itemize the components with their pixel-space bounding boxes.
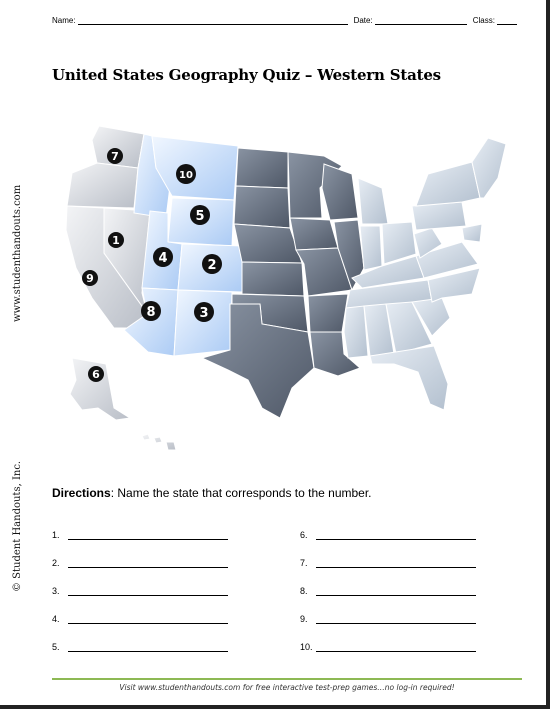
answer-row-1 [52, 530, 228, 540]
name-blank[interactable] [78, 16, 348, 25]
answer-blank[interactable] [316, 559, 476, 568]
state-north-dakota [236, 148, 288, 188]
marker-6 [88, 366, 104, 382]
state-new-mexico [174, 290, 232, 356]
answer-number: 10. [300, 642, 313, 652]
marker-2-label: 2 [207, 258, 217, 273]
answer-row-9 [300, 614, 476, 624]
directions [52, 486, 372, 500]
marker-3 [194, 302, 214, 322]
answer-number: 6. [300, 530, 308, 540]
marker-1-label: 1 [112, 234, 120, 247]
state-iowa [290, 218, 338, 250]
marker-10 [176, 164, 196, 184]
answer-number: 4. [52, 614, 60, 624]
marker-8-label: 8 [146, 305, 156, 320]
marker-4 [153, 247, 173, 267]
answer-row-4 [52, 614, 228, 624]
state-wisconsin [322, 164, 358, 220]
answer-row-3 [52, 586, 228, 596]
answer-blank[interactable] [316, 587, 476, 596]
class-blank[interactable] [497, 16, 517, 25]
answer-blank[interactable] [68, 587, 228, 596]
state-new-york [416, 162, 480, 206]
footer-divider [52, 678, 522, 680]
page-title: United States Geography Quiz – Western States [52, 66, 441, 84]
header-fields [52, 16, 522, 25]
marker-4-label: 4 [158, 251, 168, 266]
state-indiana [360, 226, 382, 270]
date-label: Date: [353, 16, 373, 25]
answer-blank[interactable] [316, 615, 476, 624]
directions-label: Directions [52, 486, 111, 500]
answer-row-8 [300, 586, 476, 596]
marker-5-label: 5 [195, 209, 205, 224]
answer-row-7 [300, 558, 476, 568]
directions-text: : Name the state that corresponds to the number. [110, 486, 372, 500]
date-blank[interactable] [375, 16, 467, 25]
state-pennsylvania [412, 202, 466, 230]
answer-blank[interactable] [316, 643, 476, 652]
marker-2 [202, 254, 222, 274]
answer-number: 1. [52, 530, 60, 540]
answer-row-2 [52, 558, 228, 568]
state-florida [370, 346, 448, 410]
marker-10-label: 10 [179, 170, 193, 181]
class-label: Class: [472, 16, 495, 25]
state-mississippi [344, 306, 368, 358]
answer-number: 9. [300, 614, 308, 624]
state-kansas [242, 262, 304, 296]
marker-9 [82, 270, 98, 286]
answer-blank[interactable] [316, 531, 476, 540]
state-hawaii [142, 434, 176, 450]
answer-row-10 [300, 642, 476, 652]
answer-blank[interactable] [68, 531, 228, 540]
marker-8 [141, 301, 161, 321]
answer-number: 7. [300, 558, 308, 568]
footer-note: Visit www.studenthandouts.com for free interactive test-prep games…no log-in required! [119, 683, 455, 692]
marker-7-label: 7 [111, 150, 119, 163]
marker-7 [107, 148, 123, 164]
state-michigan [358, 178, 388, 224]
name-label: Name: [52, 16, 76, 25]
answer-blank[interactable] [68, 643, 228, 652]
answer-row-5 [52, 642, 228, 652]
answer-number: 5. [52, 642, 60, 652]
state-oregon [67, 163, 138, 208]
marker-5 [190, 205, 210, 225]
marker-6-label: 6 [92, 368, 100, 381]
state-arkansas [308, 294, 348, 332]
answer-blank[interactable] [68, 615, 228, 624]
marker-3-label: 3 [199, 306, 209, 321]
side-copyright: © Student Handouts, Inc. [12, 460, 23, 592]
side-website: www.studenthandouts.com [12, 184, 23, 322]
marker-1 [108, 232, 124, 248]
state-maryland [462, 224, 482, 242]
state-south-dakota [234, 186, 290, 228]
answer-number: 8. [300, 586, 308, 596]
answer-number: 3. [52, 586, 60, 596]
marker-9-label: 9 [86, 272, 94, 285]
us-map [52, 118, 522, 458]
answer-number: 2. [52, 558, 60, 568]
answer-row-6 [300, 530, 476, 540]
answer-blank[interactable] [68, 559, 228, 568]
